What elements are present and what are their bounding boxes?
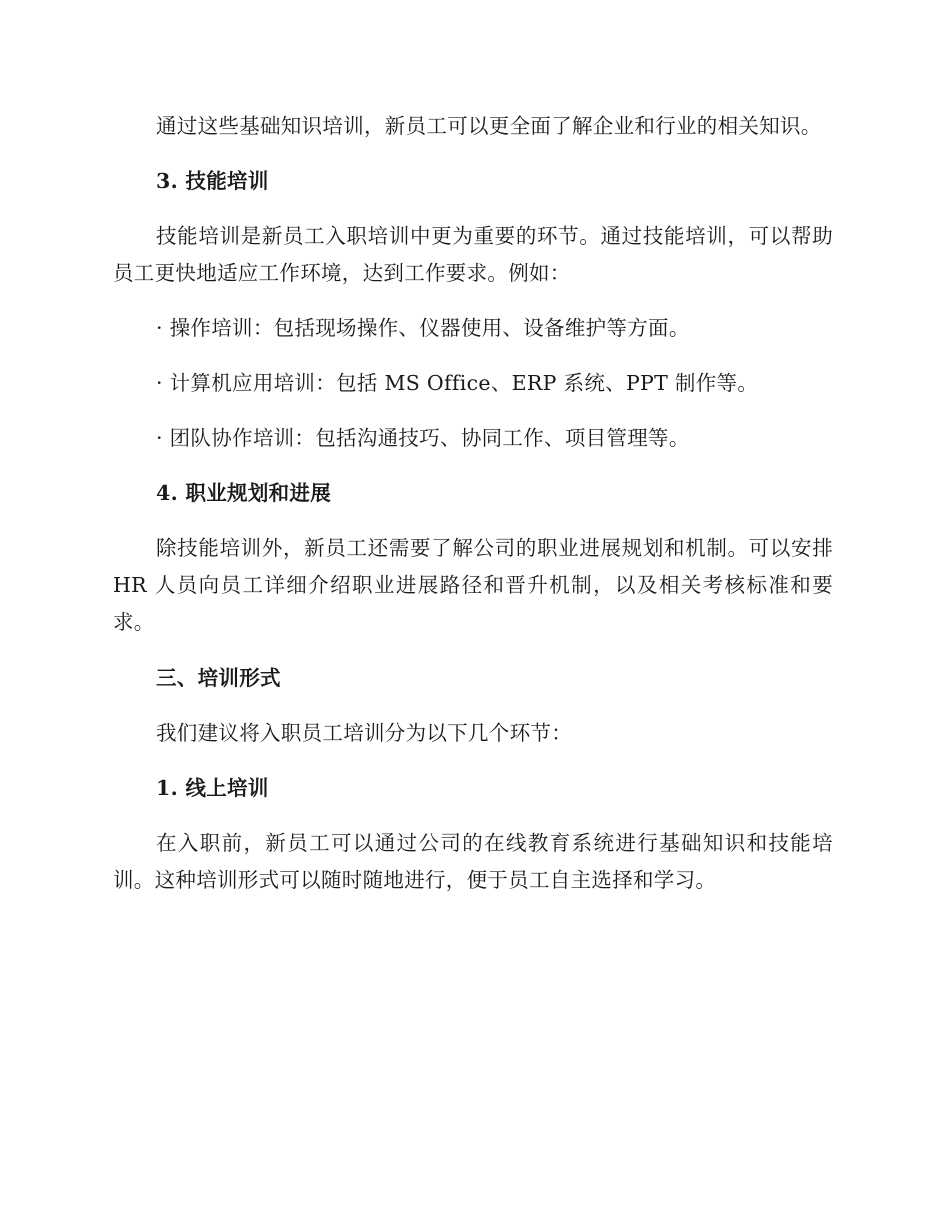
list-item-teamwork-training: · 团队协作培训：包括沟通技巧、协同工作、项目管理等。 [156, 426, 690, 450]
paragraph-knowledge-summary: 通过这些基础知识培训，新员工可以更全面了解企业和行业的相关知识。 [156, 114, 822, 138]
paragraph-training-format: 我们建议将入职员工培训分为以下几个环节： [156, 721, 572, 745]
document-page [113, 108, 833, 899]
heading-skill-training: 3. 技能培训 [156, 169, 269, 193]
paragraph-career-planning: 除技能培训外，新员工还需要了解公司的职业进展规划和机制。可以安排 HR 人员向员工详细介绍职业进展路径和晋升机制，以及相关考核标准和要求。 [113, 536, 833, 634]
heading-online-training: 1. 线上培训 [156, 776, 269, 800]
paragraph-skill-training: 技能培训是新员工入职培训中更为重要的环节。通过技能培训，可以帮助员工更快地适应工作环境，达到工作要求。例如： [113, 224, 833, 285]
heading-training-format: 三、培训形式 [156, 666, 281, 690]
list-item-operation-training: · 操作培训：包括现场操作、仪器使用、设备维护等方面。 [156, 316, 690, 340]
paragraph-online-training: 在入职前，新员工可以通过公司的在线教育系统进行基础知识和技能培训。这种培训形式可以随时随地进行，便于员工自主选择和学习。 [113, 831, 833, 892]
list-item-computer-training: · 计算机应用培训：包括 MS Office、ERP 系统、PPT 制作等。 [156, 371, 759, 395]
heading-career-planning: 4. 职业规划和进展 [156, 481, 332, 505]
